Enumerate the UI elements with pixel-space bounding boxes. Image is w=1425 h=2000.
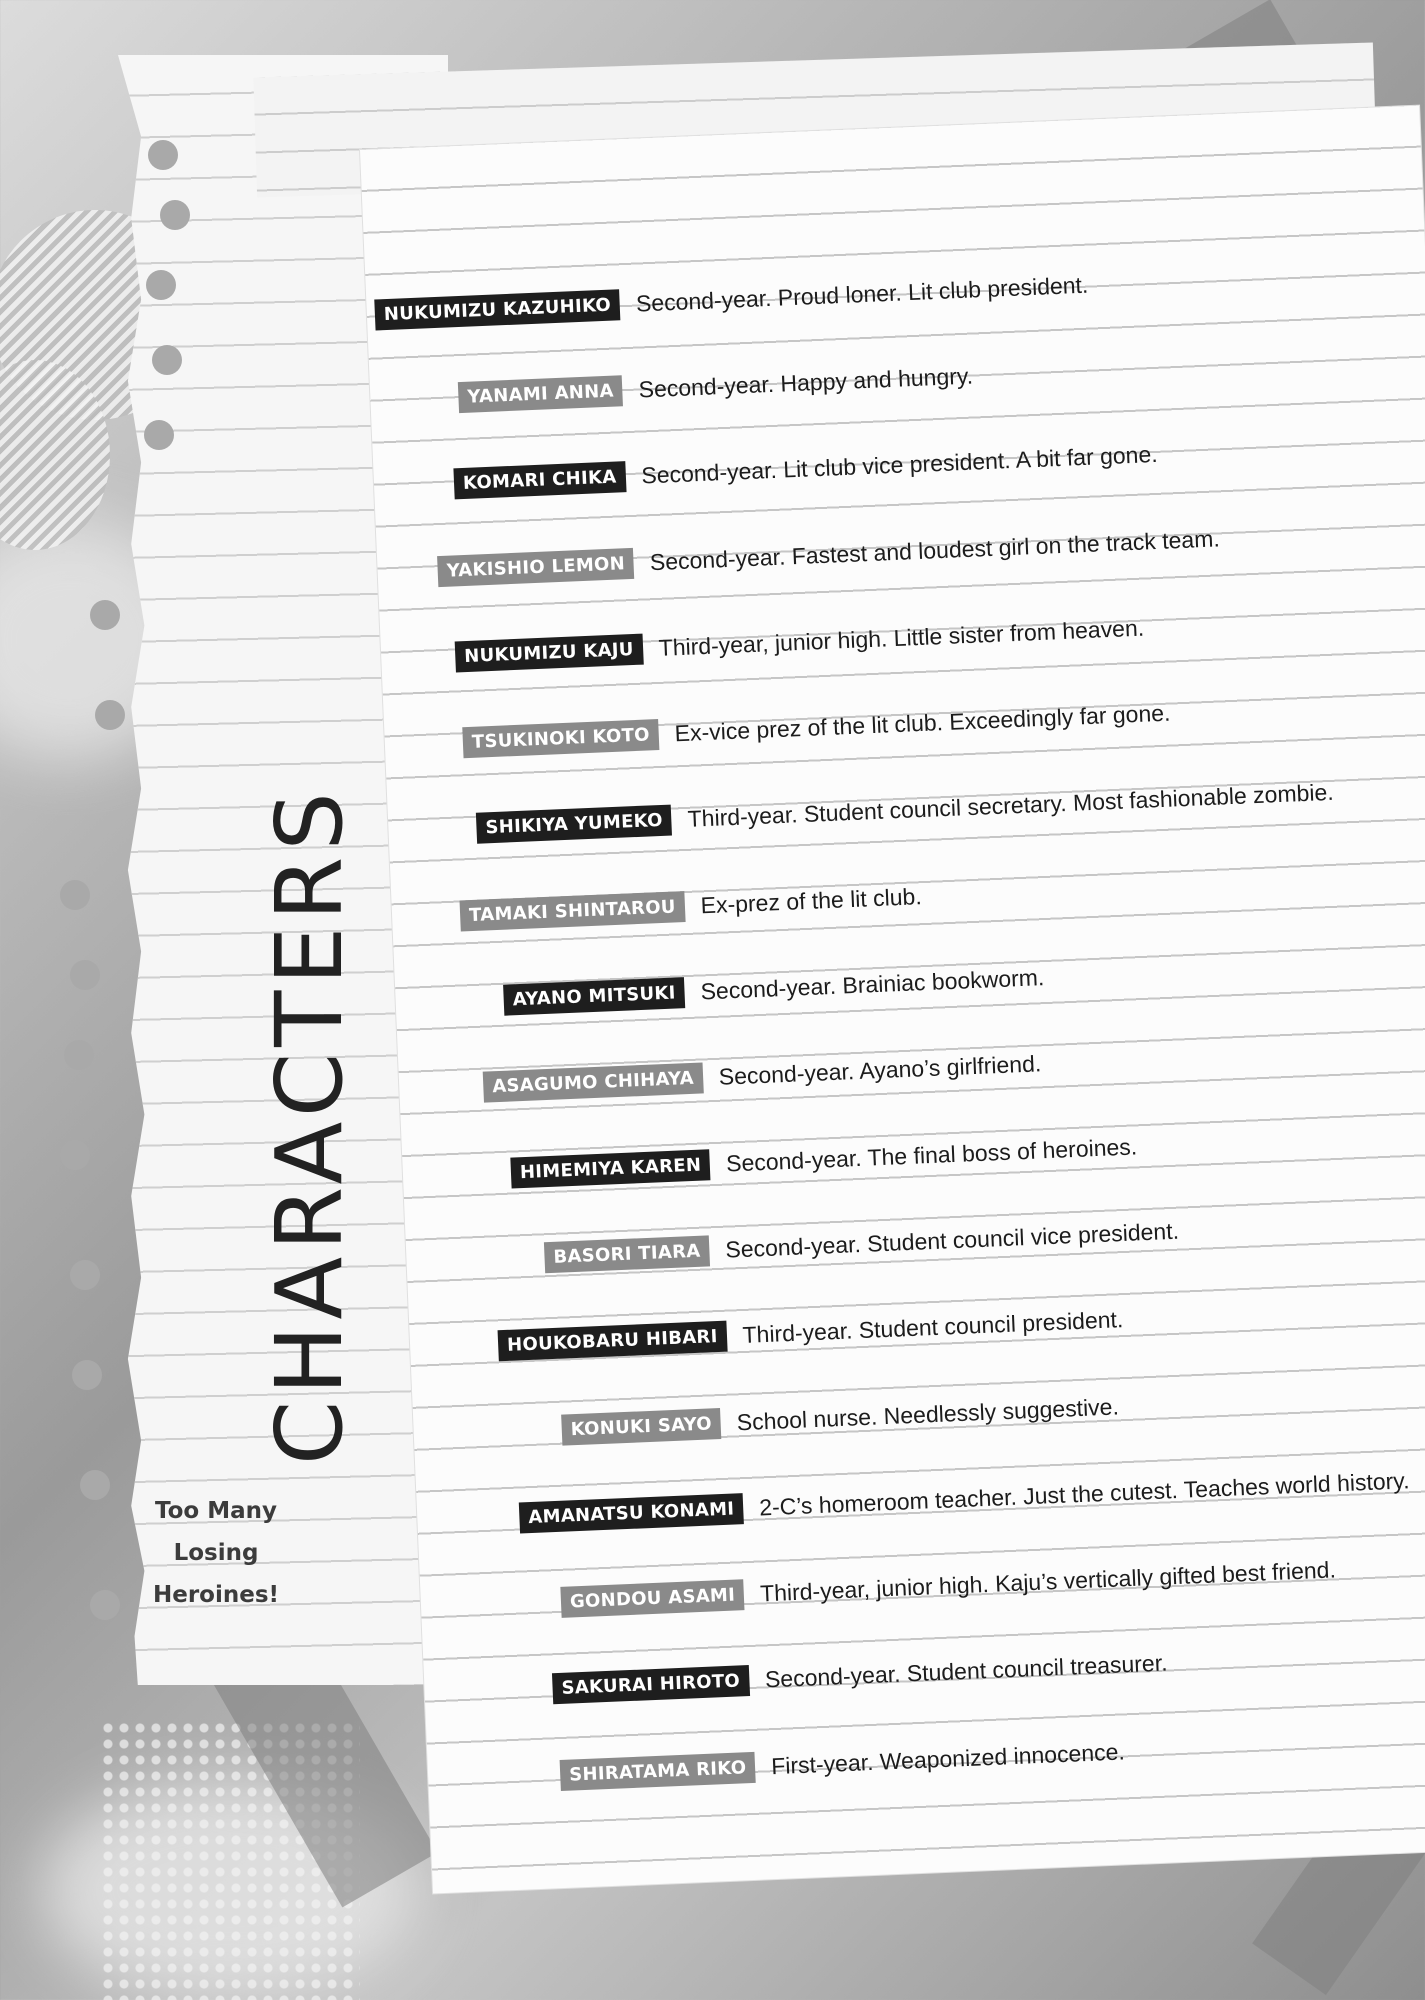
character-name-tag: KOMARI CHIKA [453,461,626,499]
character-name-tag: HIMEMIYA KAREN [510,1149,711,1188]
character-description: Second-year. Student council vice president. [724,1217,1180,1263]
character-description: Second-year. Lit club vice president. A bit far gone. [640,441,1159,489]
character-description: School nurse. Needlessly suggestive. [736,1392,1120,1435]
character-description: Third-year. Student council secretary. Most fashionable zombie. [687,779,1335,833]
character-name-tag: YANAMI ANNA [458,375,624,413]
character-name-tag: TSUKINOKI KOTO [462,719,659,758]
character-name-tag: ASAGUMO CHIHAYA [483,1063,704,1103]
series-line: Heroines! [152,1582,280,1608]
character-name-tag: BASORI TIARA [544,1235,710,1273]
character-description: Second-year. The final boss of heroines. [725,1132,1138,1177]
character-name-tag: GONDOU ASAMI [560,1579,744,1618]
series-line: Losing [173,1540,259,1566]
character-description: First-year. Weaponized innocence. [770,1738,1126,1779]
character-description: Second-year. Brainiac bookworm. [700,964,1045,1005]
character-name-tag: KONUKI SAYO [561,1408,721,1446]
series-logo [136,1490,296,1616]
character-description: Second-year. Happy and hungry. [638,362,974,403]
character-description: Third-year, junior high. Kaju’s vertically gifted best friend. [759,1556,1337,1607]
character-list [373,228,1425,1824]
character-description: Ex-prez of the lit club. [700,882,923,919]
character-name-tag: SHIRATAMA RIKO [560,1752,756,1791]
character-description: Third-year. Student council president. [742,1306,1124,1349]
page-title: CHARACTERS [256,786,363,1465]
character-description: Ex-vice prez of the lit club. Exceedingly far gone. [674,699,1171,747]
series-line: Too Many [154,1498,278,1524]
character-name-tag: YAKISHIO LEMON [437,547,635,586]
character-description: Second-year. Fastest and loudest girl on the track team. [649,524,1221,575]
character-name-tag: NUKUMIZU KAJU [455,633,644,672]
character-description: Second-year. Ayano’s girlfriend. [718,1050,1042,1091]
character-name-tag: NUKUMIZU KAZUHIKO [374,289,620,330]
character-description: Second-year. Proud loner. Lit club president. [635,271,1089,317]
title-block [160,786,363,1490]
character-name-tag: SHIKIYA YUMEKO [476,805,673,844]
character-name-tag: AYANO MITSUKI [503,977,685,1016]
character-description: Third-year, junior high. Little sister from heaven. [658,614,1145,661]
character-name-tag: TAMAKI SHINTAROU [460,891,686,931]
character-list-sheet [360,106,1425,1894]
character-name-tag: HOUKOBARU HIBARI [498,1321,728,1362]
character-name-tag: AMANATSU KONAMI [519,1493,744,1533]
character-description: 2-C’s homeroom teacher. Just the cutest. Teaches world history. [758,1467,1410,1521]
character-name-tag: SAKURAI HIROTO [552,1665,750,1704]
character-description: Second-year. Student council treasurer. [764,1649,1168,1693]
